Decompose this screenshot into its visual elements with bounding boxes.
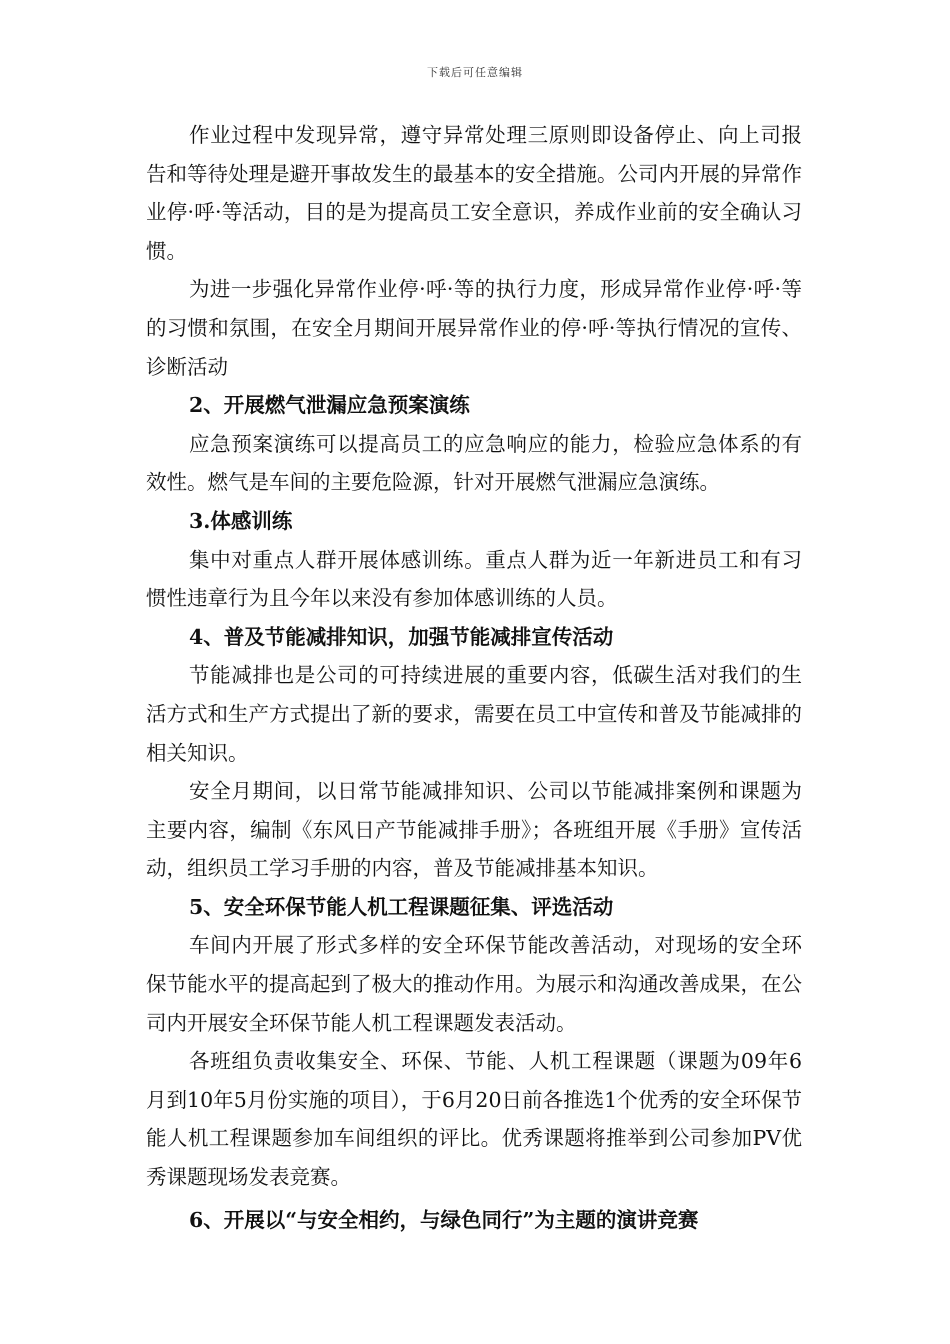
paragraph-energy-saving: 节能减排也是公司的可持续进展的重要内容，低碳生活对我们的生活方式和生产方式提出了新的要求，需要在员工中宣传和普及节能减排的相关知识。 [146,663,802,765]
heading-body-training: 3.体感训练 [189,508,293,533]
paragraph-topic-selection: 各班组负责收集安全、环保、节能、人机工程课题（课题为09年6月到10年5月份实施的项目），于6月20日前各推选1个优秀的安全环保节能人机工程课题参加车间组织的评比。优秀课题将推举到公司参加PV优秀课题现场发表竞赛。 [146,1049,802,1190]
document-body [146,116,802,1239]
heading-energy-saving: 4、普及节能减排知识，加强节能减排宣传活动 [189,624,614,649]
paragraph-abnormal-handling: 作业过程中发现异常，遵守异常处理三原则即设备停止、向上司报告和等待处理是避开事故发生的最基本的安全措施。公司内开展的异常作业停·呼·等活动，目的是为提高员工安全意识，养成作业前的安全确认习惯。 [146,123,802,263]
paragraph-improvement-activities: 车间内开展了形式多样的安全环保节能改善活动，对现场的安全环保节能水平的提高起到了极大的推动作用。为展示和沟通改善成果，在公司内开展安全环保节能人机工程课题发表活动。 [146,933,802,1035]
paragraph-gas-leak-drill: 应急预案演练可以提高员工的应急响应的能力，检验应急体系的有效性。燃气是车间的主要危险源，针对开展燃气泄漏应急演练。 [146,431,802,495]
page-header-note: 下载后可任意编辑 [427,66,523,79]
paragraph-energy-handbook: 安全月期间，以日常节能减排知识、公司以节能减排案例和课题为主要内容，编制《东风日产节能减排手册》；各班组开展《手册》宣传活动，组织员工学习手册的内容，普及节能减排基本知识。 [146,779,802,881]
heading-speech-contest: 6、开展以“与安全相约，与绿色同行”为主题的演讲竞赛 [189,1207,699,1232]
paragraph-body-training: 集中对重点人群开展体感训练。重点人群为近一年新进员工和有习惯性违章行为且今年以来没有参加体感训练的人员。 [146,547,802,611]
paragraph-stop-call-wait: 为进一步强化异常作业停·呼·等的执行力度，形成异常作业停·呼·等的习惯和氛围，在安全月期间开展异常作业的停·呼·等执行情况的宣传、诊断活动 [146,277,802,379]
heading-ergonomics-topics: 5、安全环保节能人机工程课题征集、评选活动 [189,894,614,919]
heading-gas-leak-drill: 2、开展燃气泄漏应急预案演练 [189,393,470,418]
